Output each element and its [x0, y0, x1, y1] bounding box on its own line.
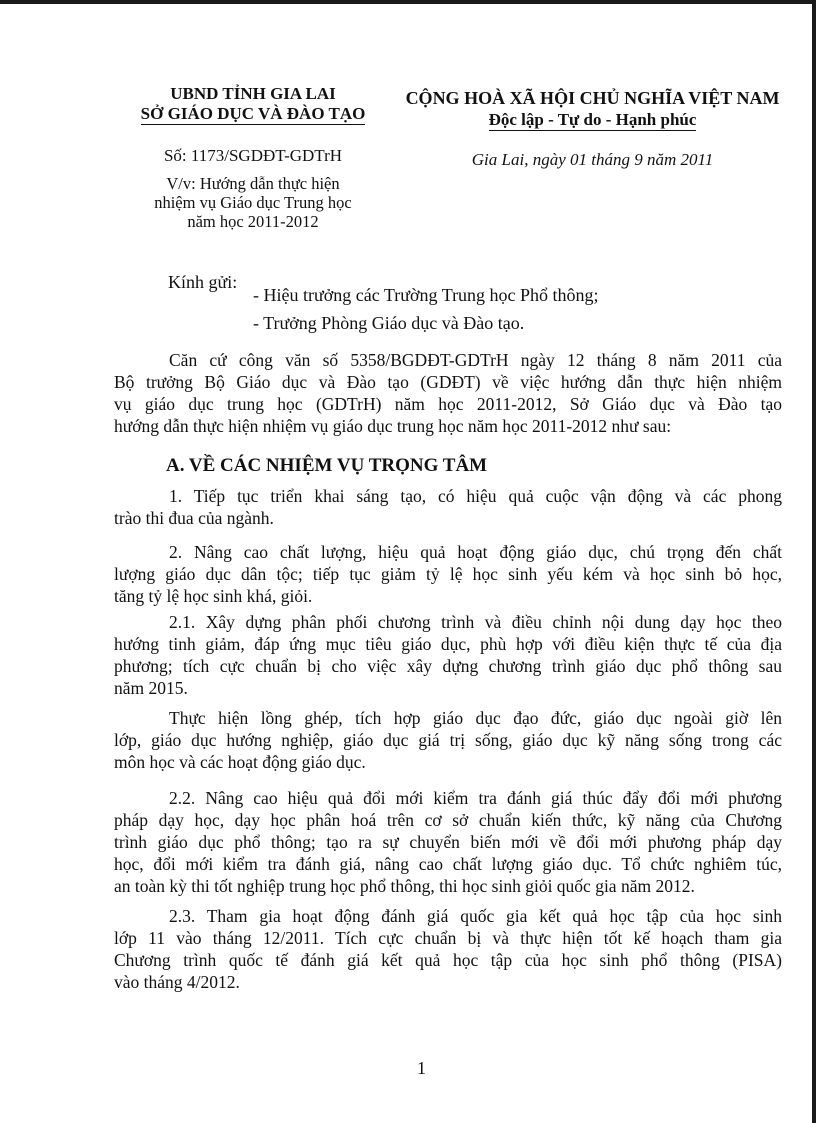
subject-line: nhiệm vụ Giáo dục Trung học — [154, 193, 352, 212]
text-line: trình giáo dục phổ thông; tạo ra sự chuyển biến mới về đổi mới phương pháp dạy — [114, 832, 782, 852]
text-line: hướng dẫn thực hiện nhiệm vụ giáo dục trung học năm học 2011-2012 như sau: — [114, 416, 672, 436]
text-line: pháp dạy học, dạy học phân hoá trên cơ sở chuẩn kiến thức, kỹ năng của Chương — [114, 810, 782, 830]
text-line: tăng tỷ lệ học sinh khá, giỏi. — [114, 586, 313, 606]
text-line: học, đổi mới kiểm tra đánh giá, nâng cao chất lượng giáo dục. Tổ chức nghiêm túc, — [114, 854, 782, 874]
scan-border-right — [812, 0, 816, 1123]
text-line: 2.2. Nâng cao hiệu quả đổi mới kiểm tra đánh giá thúc đẩy đổi mới phương — [169, 788, 782, 808]
text-line: 2. Nâng cao chất lượng, hiệu quả hoạt động giáo dục, chú trọng đến chất — [169, 542, 782, 562]
national-motto-text: Độc lập - Tự do - Hạnh phúc — [488, 110, 697, 129]
agency-name: UBND TỈNH GIA LAI — [170, 84, 336, 103]
paragraph-1 — [114, 485, 782, 529]
national-motto — [395, 110, 790, 131]
place-date: Gia Lai, ngày 01 tháng 9 năm 2011 — [471, 150, 714, 169]
recipient-item: - Trưởng Phòng Giáo dục và Đào tạo. — [253, 313, 525, 333]
department-name — [128, 104, 378, 125]
page-number: 1 — [417, 1058, 426, 1078]
text-line: vào tháng 4/2012. — [114, 972, 240, 992]
text-line: lớp 11 vào tháng 12/2011. Tích cực chuẩn bị và thực hiện tốt kế hoạch tham gia — [114, 928, 782, 948]
scan-border-top — [0, 0, 816, 4]
document-number: Số: 1173/SGDĐT-GDTrH — [163, 146, 343, 165]
text-line: năm 2015. — [114, 678, 188, 698]
text-line: 2.3. Tham gia hoạt động đánh giá quốc gia kết quả học tập của học sinh — [169, 906, 782, 926]
text-line: 1. Tiếp tục triển khai sáng tạo, có hiệu quả cuộc vận động và các phong — [169, 486, 782, 506]
intro-paragraph — [114, 349, 782, 437]
text-line: trào thi đua của ngành. — [114, 508, 274, 528]
text-line: môn học và các hoạt động giáo dục. — [114, 752, 366, 772]
department-name-text: SỞ GIÁO DỤC VÀ ĐÀO TẠO — [140, 104, 366, 123]
text-line: 2.1. Xây dựng phân phối chương trình và điều chỉnh nội dung dạy học theo — [169, 612, 782, 632]
country-name: CỘNG HOÀ XÃ HỘI CHỦ NGHĨA VIỆT NAM — [405, 88, 780, 108]
document-subject — [128, 174, 378, 231]
paragraph-2-1 — [114, 611, 782, 699]
subject-line: năm học 2011-2012 — [187, 212, 319, 231]
paragraph-2-1-continued — [114, 707, 782, 773]
recipients-label: Kính gửi: — [168, 272, 238, 292]
text-line: hướng tinh giảm, đáp ứng mục tiêu giáo dục, phù hợp với điều kiện thực tế của địa — [114, 634, 782, 654]
text-line: lượng giáo dục dân tộc; tiếp tục giảm tỷ lệ học sinh yếu kém và học sinh bỏ học, — [114, 564, 782, 584]
section-a-title: A. VỀ CÁC NHIỆM VỤ TRỌNG TÂM — [166, 455, 488, 476]
text-line: Thực hiện lồng ghép, tích hợp giáo dục đạo đức, giáo dục ngoài giờ lên — [169, 708, 782, 728]
paragraph-2-2 — [114, 787, 782, 897]
text-line: phương; tích cực chuẩn bị cho việc xây dựng chương trình giáo dục phổ thông sau — [114, 656, 782, 676]
recipient-item: - Hiệu trưởng các Trường Trung học Phổ thông; — [253, 285, 599, 305]
text-line: Bộ trưởng Bộ Giáo dục và Đào tạo (GDĐT) về việc hướng dẫn thực hiện nhiệm — [114, 372, 782, 392]
paragraph-2 — [114, 541, 782, 607]
subject-line: V/v: Hướng dẫn thực hiện — [166, 174, 340, 193]
text-line: vụ giáo dục trung học (GDTrH) năm học 2011-2012, Sở Giáo dục và Đào tạo — [114, 394, 782, 414]
paragraph-2-3 — [114, 905, 782, 993]
text-line: Căn cứ công văn số 5358/BGDĐT-GDTrH ngày 12 tháng 8 năm 2011 của — [169, 350, 782, 370]
text-line: an toàn kỳ thi tốt nghiệp trung học phổ thông, thi học sinh giỏi quốc gia năm 2012. — [114, 876, 695, 896]
text-line: lớp, giáo dục hướng nghiệp, giáo dục giá trị sống, giáo dục kỹ năng sống trong các — [114, 730, 782, 750]
text-line: Chương trình quốc tế đánh giá kết quả học tập của học sinh phổ thông (PISA) — [114, 950, 782, 970]
